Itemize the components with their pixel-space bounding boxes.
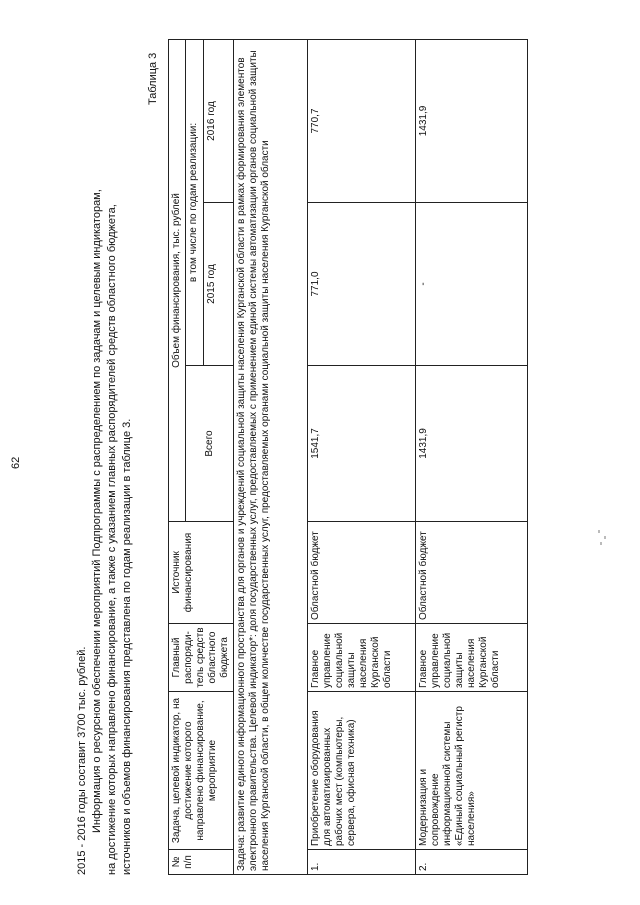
header-num: № п/п: [169, 850, 234, 875]
table-caption: Таблица 3: [147, 52, 159, 105]
header-source: Источник финансирования: [169, 522, 234, 624]
row-1-name: Приобретение оборудования для автоматизированных рабочих мест (компьютеры, сервера, офисная техника): [308, 692, 416, 850]
row-1-2016: 770,7: [308, 39, 416, 202]
intro-line-1: 2015 - 2016 годы составит 3700 тыс. рублей.: [76, 646, 88, 875]
header-total: Всего: [186, 366, 234, 522]
page-number: 62: [10, 456, 22, 469]
header-volume: Объем финансирования, тыс. рублей: [169, 39, 186, 521]
row-2-total: 1431,9: [416, 366, 528, 522]
header-by-years: в том числе по годам реализации:: [186, 39, 204, 365]
intro-line-3: на достижение которых направлено финансирование, а также с указанием главных распорядителей средств областного бюджета,: [106, 204, 118, 875]
row-2-2015: -: [416, 203, 528, 366]
intro-line-4: источников и объемов финансирования представлена по годам реализации в таблице 3.: [121, 418, 133, 875]
scan-speck: [598, 530, 600, 533]
header-task: Задача, целевой индикатор, на достижение которого направлено финансирование, мероприятие: [169, 692, 234, 850]
row-2-num: 2.: [416, 850, 528, 875]
scan-speck: [600, 542, 602, 545]
task-row: Задача: развитие единого информационного пространства для органов и учреждений социальной защиты населения Курганской области в рамках формирования элементов электронного правительства. Целевой индикатор*: доля государственных услуг, предоставляемых с применением единой системы автоматизации органов социальной защиты населения Курганской области, в общем количестве государственных услуг, предоставляемых органами социальной защиты населения Курганской области: [234, 39, 308, 874]
header-2015: 2015 год: [204, 203, 234, 366]
row-2-2016: 1431,9: [416, 39, 528, 202]
row-1-manager: Главное управление социальной защиты населения Курганской области: [308, 624, 416, 692]
scan-speck: [604, 536, 606, 539]
row-1-total: 1541,7: [308, 366, 416, 522]
row-1-num: 1.: [308, 850, 416, 875]
row-2-source: Областной бюджет: [416, 522, 528, 624]
intro-line-2: Информация о ресурсном обеспечении мероприятий Подпрограммы с распределением по задачам и целевым индикаторам,: [91, 189, 103, 833]
row-2-manager: Главное управление социальной защиты населения Курганской области: [416, 624, 528, 692]
financing-table: [168, 39, 528, 875]
row-1-source: Областной бюджет: [308, 522, 416, 624]
row-1-2015: 771,0: [308, 203, 416, 366]
header-manager: Главный распоряди-тель средств областного бюджета: [169, 624, 234, 692]
row-2-name: Модернизация и сопровождение информационной системы «Единый социальный регистр населения»: [416, 692, 528, 850]
header-2016: 2016 год: [204, 39, 234, 202]
